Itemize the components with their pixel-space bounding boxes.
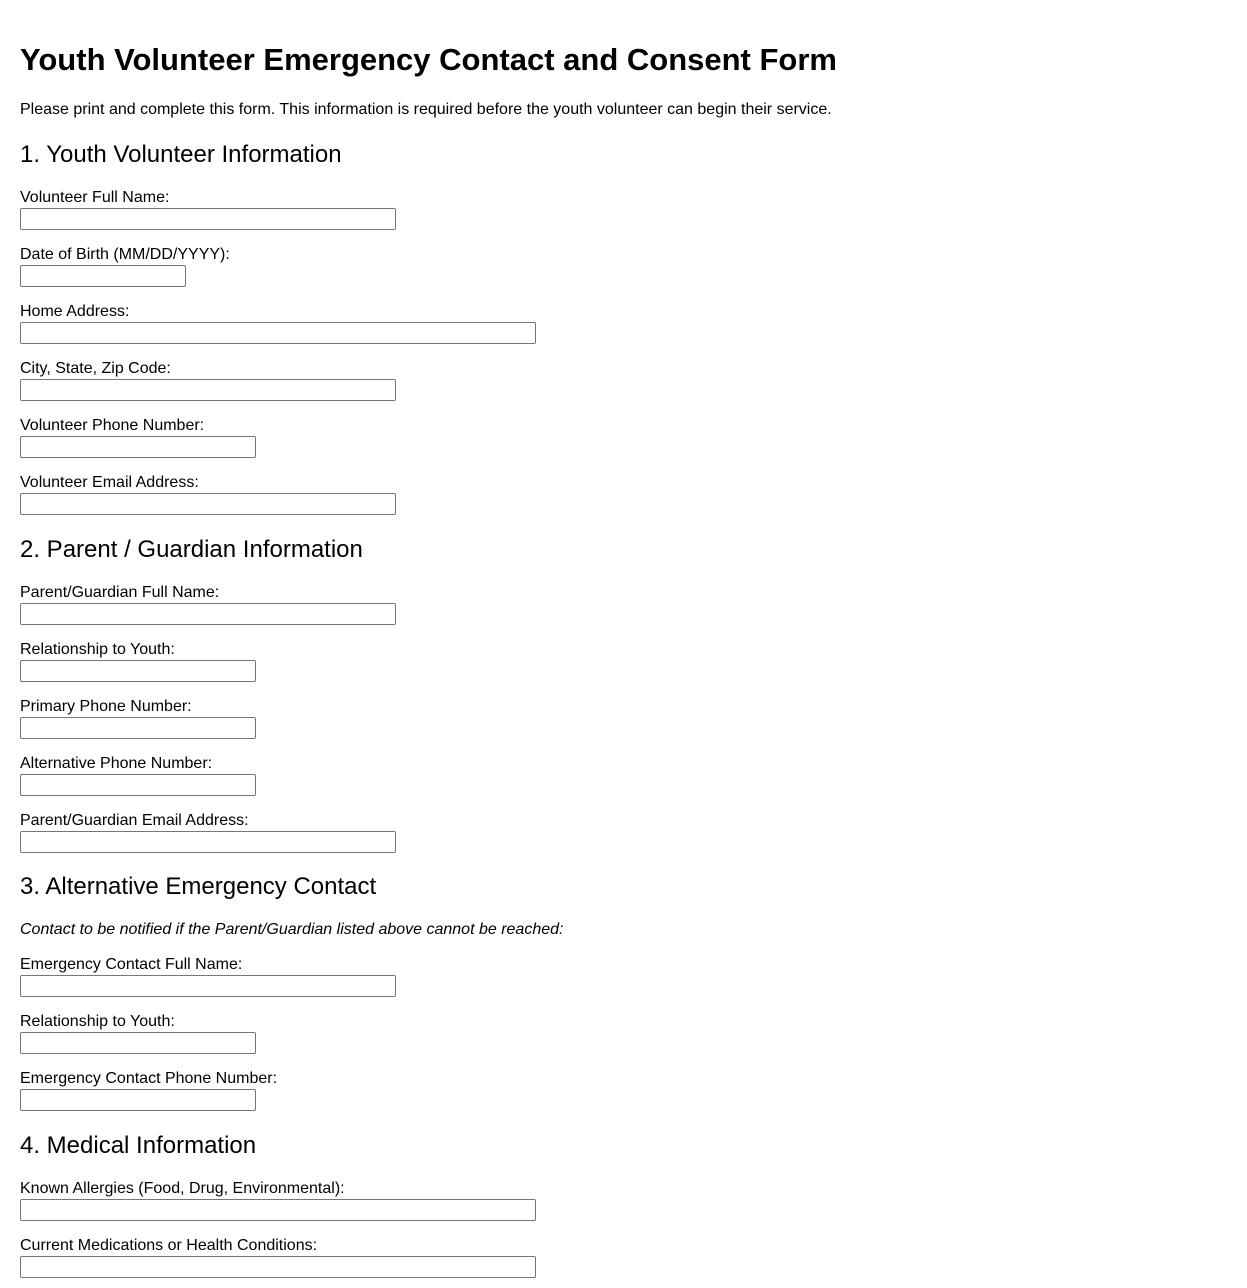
emergency-note: Contact to be notified if the Parent/Guardian listed above cannot be reached: [20, 921, 564, 938]
emergency-relationship-input[interactable] [20, 1032, 256, 1054]
emergency-phone-input[interactable] [20, 1089, 256, 1111]
page-title: Youth Volunteer Emergency Contact and Consent Form [20, 42, 837, 77]
alternative-phone-label: Alternative Phone Number: [20, 755, 213, 772]
guardian-email-label: Parent/Guardian Email Address: [20, 812, 249, 829]
primary-phone-label: Primary Phone Number: [20, 698, 192, 715]
guardian-relationship-input[interactable] [20, 660, 256, 682]
allergies-input[interactable] [20, 1199, 536, 1221]
section-heading-volunteer: 1. Youth Volunteer Information [20, 141, 342, 168]
emergency-full-name-label: Emergency Contact Full Name: [20, 956, 243, 973]
volunteer-full-name-label: Volunteer Full Name: [20, 189, 170, 206]
section-heading-medical: 4. Medical Information [20, 1132, 257, 1159]
volunteer-phone-label: Volunteer Phone Number: [20, 417, 205, 434]
alternative-phone-input[interactable] [20, 774, 256, 796]
volunteer-email-label: Volunteer Email Address: [20, 474, 199, 491]
emergency-full-name-input[interactable] [20, 975, 396, 997]
guardian-relationship-label: Relationship to Youth: [20, 641, 175, 658]
volunteer-phone-input[interactable] [20, 436, 256, 458]
home-address-label: Home Address: [20, 303, 130, 320]
date-of-birth-label: Date of Birth (MM/DD/YYYY): [20, 246, 230, 263]
medications-input[interactable] [20, 1256, 536, 1278]
city-state-zip-input[interactable] [20, 379, 396, 401]
section-heading-guardian: 2. Parent / Guardian Information [20, 536, 363, 563]
volunteer-email-input[interactable] [20, 493, 396, 515]
city-state-zip-label: City, State, Zip Code: [20, 360, 171, 377]
volunteer-full-name-input[interactable] [20, 208, 396, 230]
allergies-label: Known Allergies (Food, Drug, Environmental): [20, 1180, 345, 1197]
section-heading-emergency: 3. Alternative Emergency Contact [20, 873, 377, 900]
medications-label: Current Medications or Health Conditions: [20, 1237, 318, 1254]
guardian-full-name-input[interactable] [20, 603, 396, 625]
guardian-full-name-label: Parent/Guardian Full Name: [20, 584, 220, 601]
emergency-relationship-label: Relationship to Youth: [20, 1013, 175, 1030]
emergency-phone-label: Emergency Contact Phone Number: [20, 1070, 278, 1087]
date-of-birth-input[interactable] [20, 265, 186, 287]
primary-phone-input[interactable] [20, 717, 256, 739]
home-address-input[interactable] [20, 322, 536, 344]
guardian-email-input[interactable] [20, 831, 396, 853]
intro-text: Please print and complete this form. This information is required before the youth volunteer can begin their service. [20, 101, 832, 118]
